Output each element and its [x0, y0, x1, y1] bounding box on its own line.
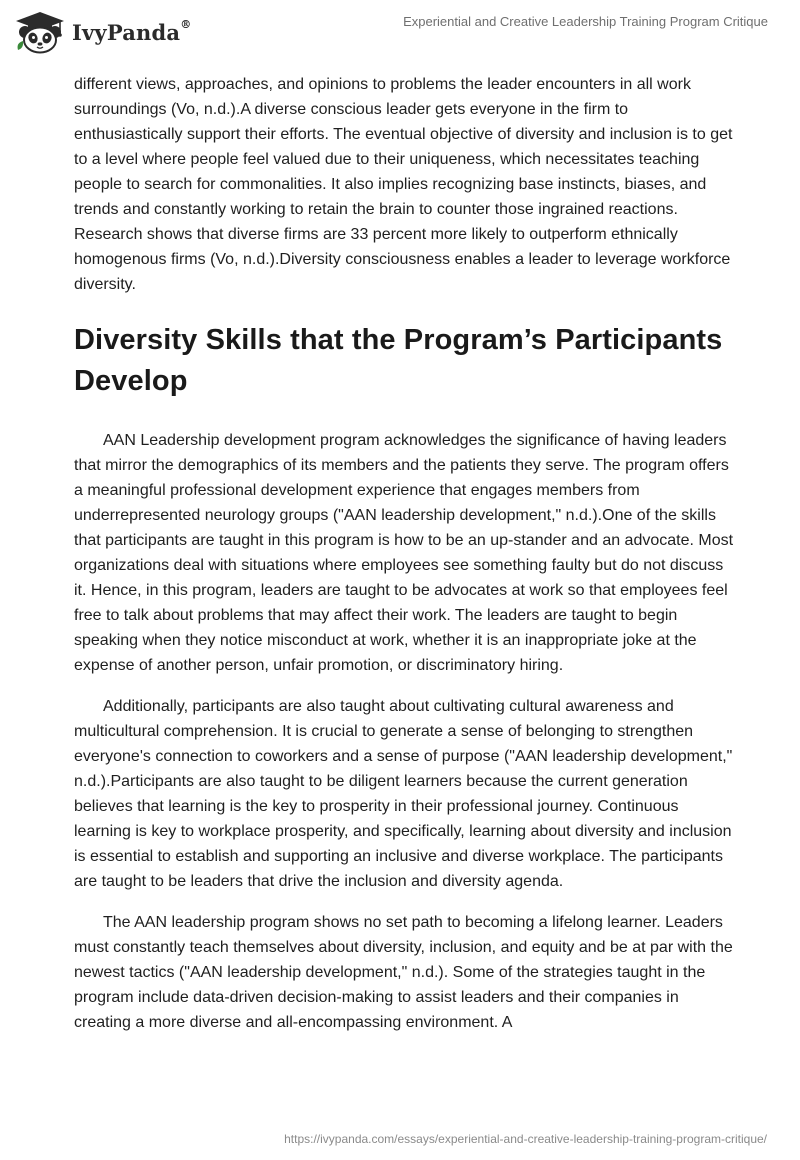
paragraph: Additionally, participants are also taught about cultivating cultural awareness and multicultural comprehension. It is crucial to generate a sense of belonging to strengthen everyone's connection to coworkers and a sense of purpose ("AAN leadership development," n.d.).Participants are also taught to be diligent learners because the current generation believes that learning is the key to prosperity in their professional journey. Continuous learning is key to workplace prosperity, and specifically, learning about diversity and inclusion is essential to establish and supporting an inclusive and diverse workplace. The participants are taught to be leaders that drive the inclusion and diversity agenda.	[74, 698, 733, 890]
essay-content	[74, 72, 734, 1051]
brand-name: IvyPanda®	[72, 17, 192, 45]
section-heading: Diversity Skills that the Program’s Participants Develop	[74, 324, 723, 397]
paragraph-continued: different views, approaches, and opinions to problems the leader encounters in all work surroundings (Vo, n.d.).A diverse conscious leader gets everyone in the firm to enthusiastically support their efforts. The eventual objective of diversity and inclusion is to get to a level where people feel valued due to their uniqueness, which necessitates teaching people to search for commonalities. It also implies recognizing base instincts, biases, and trends and constantly working to retain the brain to counter those ingrained reactions. Research shows that diverse firms are 33 percent more likely to outperform ethnically homogenous firms (Vo, n.d.).Diversity consciousness enables a leader to leverage workforce diversity.	[74, 76, 733, 293]
paragraph: The AAN leadership program shows no set path to becoming a lifelong learner. Leaders must constantly teach themselves about diversity, inclusion, and equity and be at par with the newest tactics ("AAN leadership development," n.d.). Some of the strategies taught in the program include data-driven decision-making to assist leaders and their companies in creating a more diverse and all-encompassing environment. A	[74, 914, 733, 1031]
paragraph: AAN Leadership development program acknowledges the significance of having leaders that mirror the demographics of its members and the patients they serve. The program offers a meaningful professional development experience that engages members from underrepresented neurology groups ("AAN leadership development," n.d.).One of the skills that participants are taught in this program is how to be an up-stander and an advocate. Most organizations deal with situations where employees see something faulty but do not discuss it. Hence, in this program, leaders are taught to be advocates at work so that employees feel free to talk about problems that may affect their work. The leaders are taught to begin speaking when they notice misconduct at work, whether it is an inappropriate joke at the expense of another person, unfair promotion, or discriminatory hiring.	[74, 432, 734, 674]
registered-mark: ®	[180, 17, 192, 31]
source-url[interactable]: https://ivypanda.com/essays/experiential-and-creative-leadership-training-program-critique/	[284, 1132, 767, 1146]
page-header	[0, 0, 800, 70]
document-title: Experiential and Creative Leadership Training Program Critique	[403, 14, 768, 29]
ivypanda-logo[interactable]	[14, 10, 191, 54]
panda-graduation-cap-icon	[14, 10, 66, 54]
